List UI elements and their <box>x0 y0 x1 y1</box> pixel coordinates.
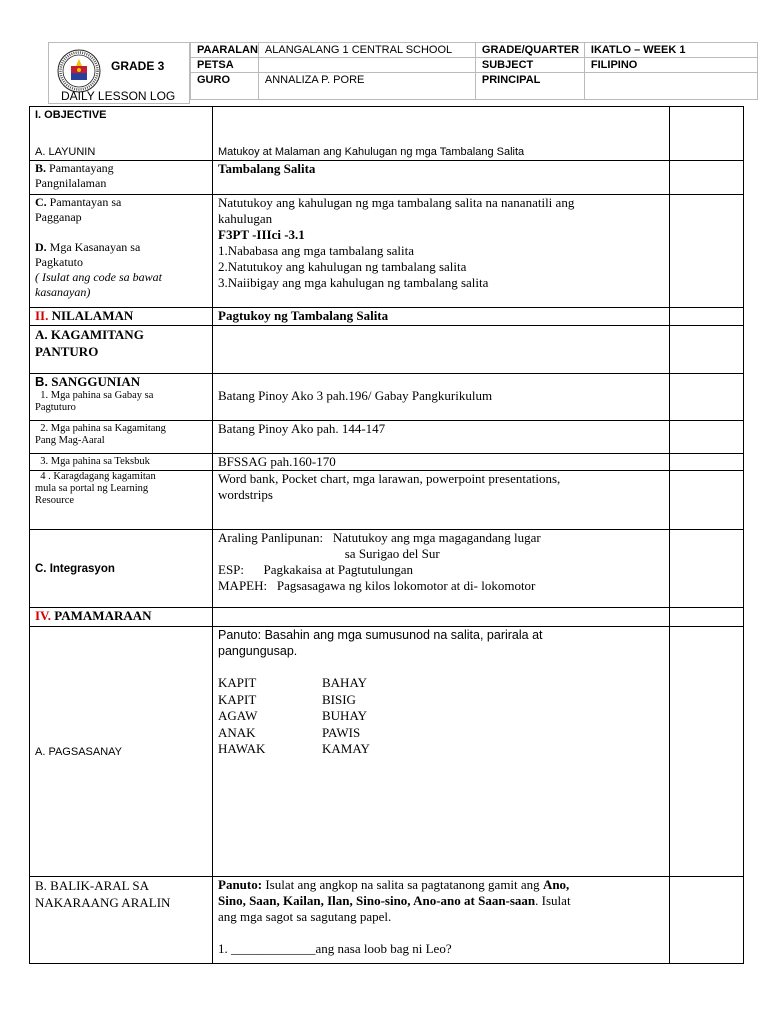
reference-value: BFSSAG pah.160-170 <box>218 454 336 469</box>
remarks-cell <box>670 308 744 326</box>
header-key: PAARALAN <box>191 43 259 58</box>
layunin-label: A. LAYUNIN <box>35 146 96 158</box>
pamamaraan-row <box>30 608 744 627</box>
pagganap-kasanayan-row <box>30 195 744 308</box>
integration-line: Araling Panlipunan: Natutukoy ang mga magagandang lugar <box>218 530 541 545</box>
section-letter: B. <box>35 374 48 389</box>
header-value: IKATLO – WEEK 1 <box>584 43 757 58</box>
question-number: 1. <box>218 941 231 956</box>
nilalaman-row <box>30 308 744 326</box>
balik-aral-label-cell <box>30 877 213 964</box>
header-row <box>191 73 758 100</box>
section-label: A. KAGAMITANG <box>35 327 144 342</box>
nilalaman-value: Pagtukoy ng Tambalang Salita <box>218 308 389 323</box>
section-label: Pagkatuto <box>35 255 83 269</box>
remarks-cell <box>670 454 744 471</box>
word: BUHAY <box>322 708 368 723</box>
reference-label: 1. Mga pahina sa Gabay sa <box>35 390 154 401</box>
section-letter: C. <box>35 195 47 209</box>
section-label: NAKARAANG ARALIN <box>35 895 171 910</box>
header-key: PRINCIPAL <box>475 73 584 100</box>
kagamitang-value-cell <box>213 326 670 374</box>
reference-label: 2. Mga pahina sa Kagamitang <box>35 423 166 434</box>
word: BAHAY <box>322 675 368 690</box>
pamamaraan-label-cell <box>30 608 213 627</box>
instruction-text: Isulat ang angkop na salita sa pagtatanong gamit ang <box>262 877 543 892</box>
pangnilalaman-value: Tambalang Salita <box>218 161 316 176</box>
section-note: kasanayan) <box>35 285 91 299</box>
objective-label-cell <box>30 107 213 161</box>
instruction-text: Panuto: Basahin ang mga sumusunod na salita, parirala at <box>218 628 543 642</box>
word-list <box>218 675 669 758</box>
word-pair <box>218 675 669 692</box>
pagganap-value: Natutukoy ang kahulugan ng mga tambalang salita na nananatili ang <box>218 195 575 210</box>
layunin-value: Matukoy at Malaman ang Kahulugan ng mga Tambalang Salita <box>218 146 525 158</box>
reference-value-cell <box>213 471 670 530</box>
pamamaraan-value-cell <box>213 608 670 627</box>
lesson-plan-table <box>29 106 744 964</box>
word: HAWAK <box>218 741 266 756</box>
sanggunian-item-row <box>30 421 744 454</box>
sanggunian-label-cell <box>30 374 213 421</box>
reference-label: mula sa portal ng Learning <box>35 483 149 494</box>
reference-value-cell <box>213 374 670 421</box>
word: PAWIS <box>322 724 361 740</box>
header-key: SUBJECT <box>475 58 584 73</box>
section-roman: II. <box>35 308 49 323</box>
reference-label-cell <box>30 454 213 471</box>
remarks-cell <box>670 374 744 421</box>
remarks-cell <box>670 421 744 454</box>
panuto-label: Panuto: <box>218 877 263 892</box>
question-words: Sino, Saan, Kailan, Ilan, Sino-sino, Ano-ano at Saan-saan <box>218 893 536 908</box>
nilalaman-label-cell <box>30 308 213 326</box>
word-pair <box>218 708 669 725</box>
remarks-cell <box>670 877 744 964</box>
integration-line: sa Surigao del Sur <box>218 546 440 561</box>
nilalaman-value-cell <box>213 308 670 326</box>
section-note: ( Isulat ang code sa bawat <box>35 270 162 284</box>
pagganap-value: kahulugan <box>218 211 273 226</box>
section-label: B. BALIK-ARAL SA <box>35 878 149 893</box>
integrasyon-label-cell <box>30 530 213 608</box>
reference-label: Pang Mag-Aaral <box>35 435 105 446</box>
sanggunian-row <box>30 374 744 421</box>
section-label: Pamantayang <box>46 161 114 175</box>
header-value: FILIPINO <box>584 58 757 73</box>
balik-aral-instruction <box>218 877 669 925</box>
kagamitang-panturo-row <box>30 326 744 374</box>
integration-line: MAPEH: Pagsasagawa ng kilos lokomotor at di- lokomotor <box>218 578 536 593</box>
reference-label: Resource <box>35 495 75 506</box>
competency-item: 3.Naiibigay ang mga kahulugan ng tambalang salita <box>218 275 489 290</box>
instruction-text: . Isulat <box>535 893 571 908</box>
competency-item: 1.Nababasa ang mga tambalang salita <box>218 243 415 258</box>
remarks-cell <box>670 161 744 195</box>
section-letter: D. <box>35 240 47 254</box>
integrasyon-value-cell <box>213 530 670 608</box>
section-letter: B. <box>35 161 47 175</box>
reference-label: 3. Mga pahina sa Teksbuk <box>35 456 150 467</box>
answer-blank: _____________ <box>231 941 316 956</box>
word: BISIG <box>322 691 356 707</box>
reference-value: wordstrips <box>218 487 273 502</box>
remarks-cell <box>670 471 744 530</box>
reference-value-cell <box>213 454 670 471</box>
grade-label: GRADE 3 <box>111 59 165 73</box>
header-key: GURO <box>191 73 259 100</box>
remarks-cell <box>670 627 744 877</box>
header-key: PETSA <box>191 58 259 73</box>
objective-heading: I. OBJECTIVE <box>35 109 107 121</box>
pagsasanay-value-cell <box>213 627 670 877</box>
header-value: ANNALIZA P. PORE <box>258 73 475 100</box>
word-pair <box>218 741 669 758</box>
remarks-cell <box>670 608 744 627</box>
section-label: PAMAMARAAN <box>51 608 152 623</box>
section-label: Pangnilalaman <box>35 176 107 190</box>
competency-item: 2.Natutukoy ang kahulugan ng tambalang salita <box>218 259 467 274</box>
section-label: Mga Kasanayan sa <box>46 240 141 254</box>
pangnilalaman-value-cell <box>213 161 670 195</box>
remarks-cell <box>670 195 744 308</box>
reference-label: Pagtuturo <box>35 402 76 413</box>
pagsasanay-instruction <box>218 627 669 659</box>
objective-row <box>30 107 744 161</box>
word: ANAK <box>218 724 256 740</box>
reference-label-cell <box>30 471 213 530</box>
pamantayang-pangnilalaman-row <box>30 161 744 195</box>
word: KAPIT <box>218 691 257 707</box>
section-label: NILALAMAN <box>48 308 134 323</box>
section-label: Pamantayan sa <box>46 195 122 209</box>
layunin-value-cell <box>213 107 670 161</box>
reference-value: Batang Pinoy Ako pah. 144-147 <box>218 421 386 436</box>
competency-code: F3PT -IIIci -3.1 <box>218 227 305 242</box>
header-row <box>191 58 758 73</box>
word: KAPIT <box>218 675 257 690</box>
pagsasanay-row <box>30 627 744 877</box>
header-value: ALANGALANG 1 CENTRAL SCHOOL <box>258 43 475 58</box>
deped-seal-icon <box>57 49 101 93</box>
reference-value: Word bank, Pocket chart, mga larawan, powerpoint presentations, <box>218 471 561 486</box>
question-words: Ano, <box>542 877 570 892</box>
word: AGAW <box>218 708 258 723</box>
reference-label: 4 . Karagdagang kagamitan <box>35 471 156 482</box>
karagdagan-row <box>30 471 744 530</box>
remarks-cell <box>670 530 744 608</box>
question-item <box>218 941 669 957</box>
balik-aral-value-cell <box>213 877 670 964</box>
integrasyon-row <box>30 530 744 608</box>
reference-value: Batang Pinoy Ako 3 pah.196/ Gabay Pangkurikulum <box>218 388 493 403</box>
remarks-cell <box>670 107 744 161</box>
pagganap-label-cell <box>30 195 213 308</box>
integrasyon-label: C. Integrasyon <box>35 562 115 575</box>
header-value <box>258 58 475 73</box>
instruction-text: pangungusap. <box>218 644 298 658</box>
pangnilalaman-label-cell <box>30 161 213 195</box>
question-text: ang nasa loob bag ni Leo? <box>315 941 452 956</box>
word-pair <box>218 725 669 742</box>
header-value <box>584 73 757 100</box>
section-roman: IV. <box>35 608 52 623</box>
header-row <box>191 43 758 58</box>
remarks-cell <box>670 326 744 374</box>
integration-line: ESP: Pagkakaisa at Pagtutulungan <box>218 562 413 577</box>
word: KAMAY <box>322 741 370 756</box>
section-label: PANTURO <box>35 344 99 359</box>
pagsasanay-label-cell <box>30 627 213 877</box>
instruction-text: ang mga sagot sa sagutang papel. <box>218 909 392 924</box>
kagamitang-label-cell <box>30 326 213 374</box>
word-pair <box>218 692 669 709</box>
header-info-table <box>190 42 758 100</box>
reference-label-cell <box>30 421 213 454</box>
sanggunian-item-row <box>30 454 744 471</box>
reference-value-cell <box>213 421 670 454</box>
section-label: SANGGUNIAN <box>48 374 141 389</box>
balik-aral-row <box>30 877 744 964</box>
logo-cell <box>48 42 190 104</box>
document-title: DAILY LESSON LOG <box>61 89 176 103</box>
pagsasanay-label: A. PAGSASANAY <box>35 745 123 758</box>
header-key: GRADE/QUARTER <box>475 43 584 58</box>
pagganap-value-cell <box>213 195 670 308</box>
section-label: Pagganap <box>35 210 82 224</box>
lesson-log-header <box>48 42 761 104</box>
